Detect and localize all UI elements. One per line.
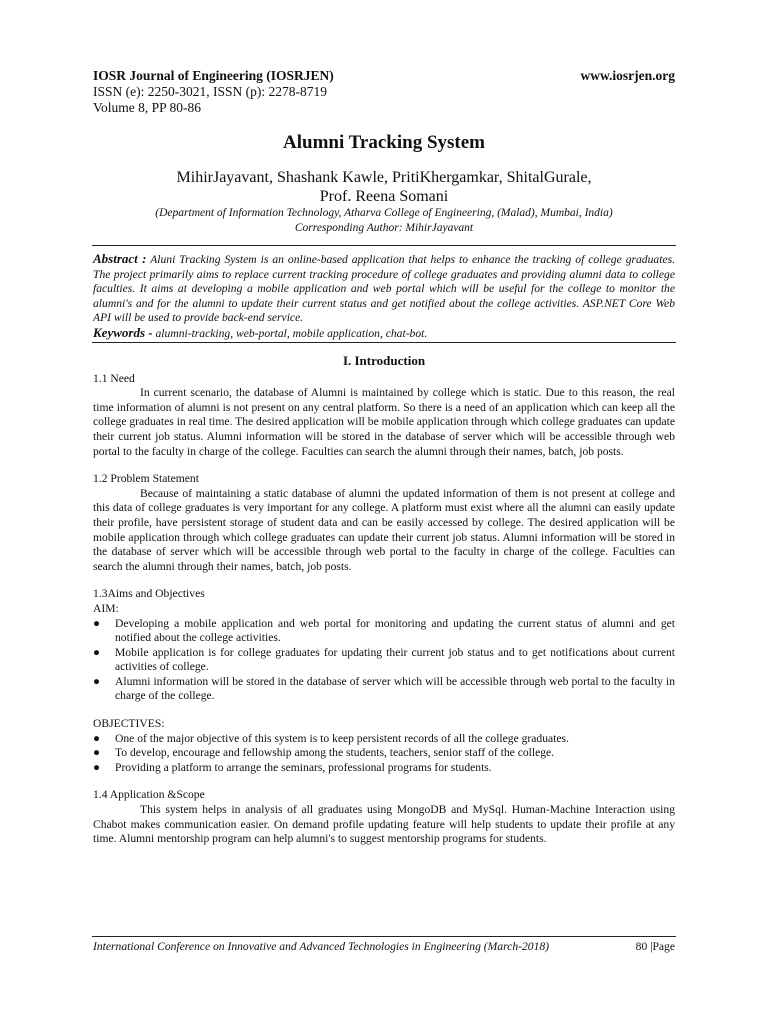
corresponding-author: Corresponding Author: MihirJayavant: [294, 221, 474, 234]
list-item: ● Developing a mobile application and web portal for monitoring and updating the current status of alumni and get notified about the college activities.: [93, 616, 675, 645]
abstract-text: Aluni Tracking System is an online-based application that helps to enhance the tracking of college graduates. The project primarily aims to replace current tracking procedure of college graduates and providing alumni data to college faculties. It aims at developing a mobile application and web portal which will be useful for the college to monitor the alumni's and for the alumni to update their current status and get notified about the college activities. ASP.NET Core Web API will be used to provide back-end service.: [93, 253, 675, 324]
objectives-list: [93, 732, 675, 776]
bullet-icon: ●: [93, 674, 101, 688]
aims-list: [93, 617, 675, 705]
bullet-icon: ●: [93, 616, 101, 630]
scope-paragraph: This system helps in analysis of all graduates using MongoDB and MySql. Human-Machine Interaction using Chabot makes communication easier. On demand profile updating feature will help students to update their profile at any time. Alumni mentorship program can help alumni's to suggest mentorship programs for students.: [93, 803, 675, 846]
need-paragraph: In current scenario, the database of Alumni is maintained by college which is static. Due to this reason, the real time information of alumni is not present on any central platform. So there is a need of an application which can keep all the college graduates in real time. The desired application will be mobile application through which college graduates can update their current job status. Alumni information will be stored in the database of server which will be accessible through web portal to the faculty in charge of the college. Faculties can search the alumni through their names, batch, job posts.: [93, 386, 675, 458]
journal-header: [93, 68, 675, 116]
paper-body: [93, 354, 675, 847]
list-item: ● Alumni information will be stored in the database of server which will be accessible through web portal to the faculty in charge of the college.: [93, 674, 675, 703]
abstract-label: Abstract :: [93, 251, 147, 266]
issn-line: ISSN (e): 2250-3021, ISSN (p): 2278-8719: [93, 84, 327, 99]
subsection-need-label: 1.1 Need: [93, 371, 135, 385]
conference-name: International Conference on Innovative and Advanced Technologies in Engineering (March-2018): [93, 940, 550, 953]
authors-line-2: Prof. Reena Somani: [319, 188, 449, 205]
affiliation-block: [0, 206, 768, 235]
author-list: [0, 168, 768, 206]
subsection-problem-label: 1.2 Problem Statement: [93, 472, 199, 486]
section-heading-introduction: I. Introduction: [342, 353, 426, 368]
page-number: 80 |Page: [635, 940, 675, 953]
journal-name: IOSR Journal of Engineering (IOSRJEN): [93, 68, 334, 83]
volume-line: Volume 8, PP 80-86: [93, 100, 202, 115]
journal-website[interactable]: www.iosrjen.org: [580, 68, 675, 83]
keywords-label: Keywords -: [93, 324, 153, 340]
page-footer: [93, 940, 675, 953]
authors-line-1: MihirJayavant, Shashank Kawle, PritiKhergamkar, ShitalGurale,: [176, 169, 592, 186]
bullet-icon: ●: [93, 760, 101, 774]
aim-label: AIM:: [93, 601, 119, 615]
footer-divider: [92, 936, 676, 937]
bullet-icon: ●: [93, 645, 101, 659]
paper-title: Alumni Tracking System: [283, 132, 485, 153]
subsection-aims-label: 1.3Aims and Objectives: [93, 587, 205, 601]
list-item: ● Mobile application is for college graduates for updating their current job status and to get notifications about current activities of college.: [93, 645, 675, 674]
bullet-icon: ●: [93, 746, 101, 760]
bullet-icon: ●: [93, 731, 101, 745]
subsection-scope-label: 1.4 Application &Scope: [93, 788, 205, 802]
list-item: ● To develop, encourage and fellowship among the students, teachers, senior staff of the college.: [93, 746, 555, 760]
keywords-text: alumni-tracking, web-portal, mobile application, chat-bot.: [155, 326, 428, 340]
abstract-block: [93, 252, 675, 341]
top-divider: [92, 245, 676, 246]
keywords-line: [93, 326, 675, 342]
bottom-divider: [92, 342, 676, 343]
affiliation: (Department of Information Technology, Atharva College of Engineering, (Malad), Mumbai, India): [155, 207, 613, 219]
problem-paragraph: Because of maintaining a static database of alumni the updated information of them is not present at college and this data of college graduates is very important for any college. A platform must exist where all the alumni can easily update their profile, have persistent storage of student data and can be easily accessed by college. The desired application will be mobile application through which college graduates can update their current job status. Alumni information will be stored in the database of server which will be accessible through web portal to the faculty in charge of the college. Faculties can search the alumni through their names, batch, job posts.: [93, 486, 675, 573]
list-item: ● One of the major objective of this system is to keep persistent records of all the college graduates.: [93, 731, 569, 745]
list-item: ● Providing a platform to arrange the seminars, professional programs for students.: [93, 760, 492, 774]
objectives-label: OBJECTIVES:: [93, 717, 165, 731]
